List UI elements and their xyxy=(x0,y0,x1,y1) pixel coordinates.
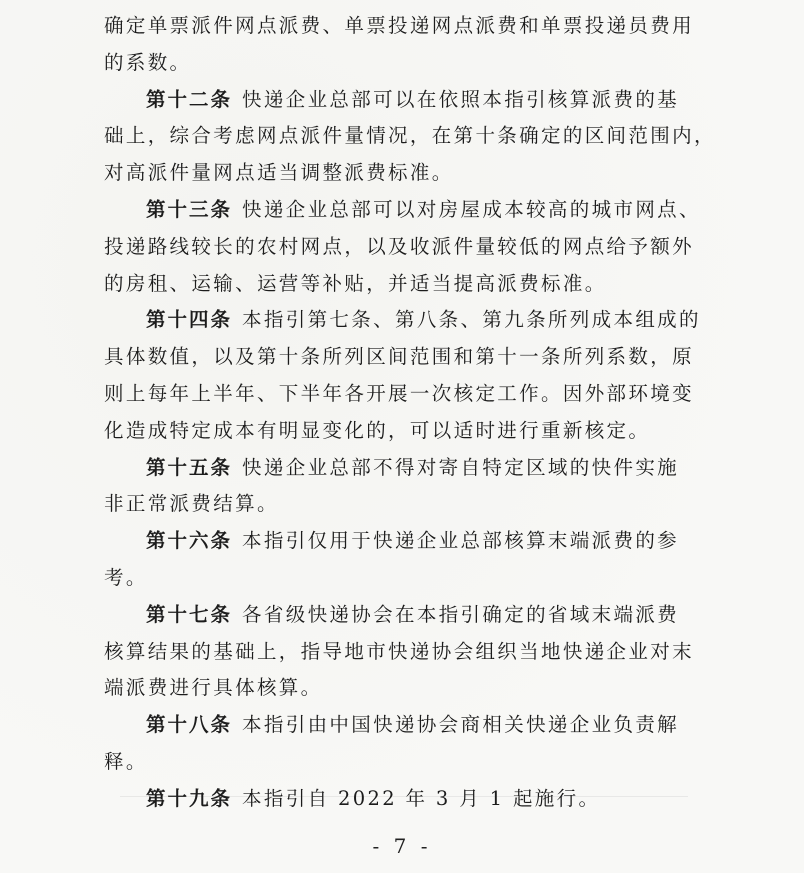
line-text: 化造成特定成本有明显变化的，可以适时进行重新核定。 xyxy=(104,418,651,442)
body-line xyxy=(104,744,684,781)
line-text: 释。 xyxy=(104,749,148,773)
line-text: 考。 xyxy=(104,565,148,589)
line-text: 非正常派费结算。 xyxy=(104,492,279,516)
body-line xyxy=(104,376,694,413)
article-title: 第十五条 xyxy=(146,455,233,479)
line-text: 快递企业总部可以对房屋成本较高的城市网点、 xyxy=(242,197,701,221)
line-text: 各省级快递协会在本指引确定的省域末端派费 xyxy=(242,602,680,626)
line-text: 端派费进行具体核算。 xyxy=(104,676,323,700)
line-text: 本指引仅用于快递企业总部核算末端派费的参 xyxy=(242,529,680,553)
article-19-heading-line xyxy=(104,781,684,818)
line-text: 本指引第七条、第八条、第九条所列成本组成的 xyxy=(242,308,701,332)
body-line xyxy=(104,266,684,303)
article-18-heading-line xyxy=(104,707,684,744)
document-body xyxy=(104,8,716,818)
body-line xyxy=(104,118,716,155)
article-title: 第十三条 xyxy=(146,197,233,221)
body-line xyxy=(104,229,694,266)
bleed-through-text xyxy=(626,819,686,833)
line-text: 投递路线较长的农村网点，以及收派件量较低的网点给予额外 xyxy=(104,234,694,258)
article-title: 第十六条 xyxy=(146,529,233,553)
line-text: 的房租、运输、运营等补贴，并适当提高派费标准。 xyxy=(104,271,607,295)
article-17-heading-line xyxy=(104,597,684,634)
line-text: 本指引由中国快递协会商相关快递企业负责解 xyxy=(242,713,680,737)
article-15-heading-line xyxy=(104,450,684,487)
line-text: 对高派件量网点适当调整派费标准。 xyxy=(104,161,454,185)
body-line xyxy=(104,560,684,597)
line-text: 本指引自 2022 年 3 月 1 起施行。 xyxy=(242,786,601,810)
body-line xyxy=(104,413,684,450)
body-line xyxy=(104,155,684,192)
article-16-heading-line xyxy=(104,523,684,560)
article-title: 第十八条 xyxy=(146,713,233,737)
body-line xyxy=(104,486,684,523)
line-text: 快递企业总部可以在依照本指引核算派费的基 xyxy=(242,87,680,111)
article-12-heading-line xyxy=(104,82,684,119)
article-title: 第十二条 xyxy=(146,87,233,111)
body-line xyxy=(104,45,684,82)
line-text: 具体数值，以及第十条所列区间范围和第十一条所列系数，原 xyxy=(104,345,694,369)
article-14-heading-line xyxy=(104,302,701,339)
line-text: 的系数。 xyxy=(104,50,192,74)
article-title: 第十四条 xyxy=(146,308,233,332)
article-13-heading-line xyxy=(104,192,701,229)
line-text: 则上每年上半年、下半年各开展一次核定工作。因外部环境变 xyxy=(104,381,694,405)
body-line xyxy=(104,8,694,45)
line-text: 础上，综合考虑网点派件量情况，在第十条确定的区间范围内， xyxy=(104,124,716,148)
article-title: 第十九条 xyxy=(146,786,233,810)
body-line xyxy=(104,339,694,376)
body-line xyxy=(104,670,684,707)
article-title: 第十七条 xyxy=(146,602,233,626)
line-text: 核算结果的基础上，指导地市快递协会组织当地快递企业对末 xyxy=(104,639,694,663)
line-text: 确定单票派件网点派费、单票投递网点派费和单票投递员费用 xyxy=(104,14,694,37)
page-number: - 7 - xyxy=(372,834,432,858)
body-line xyxy=(104,634,694,671)
line-text: 快递企业总部不得对寄自特定区域的快件实施 xyxy=(242,455,680,479)
